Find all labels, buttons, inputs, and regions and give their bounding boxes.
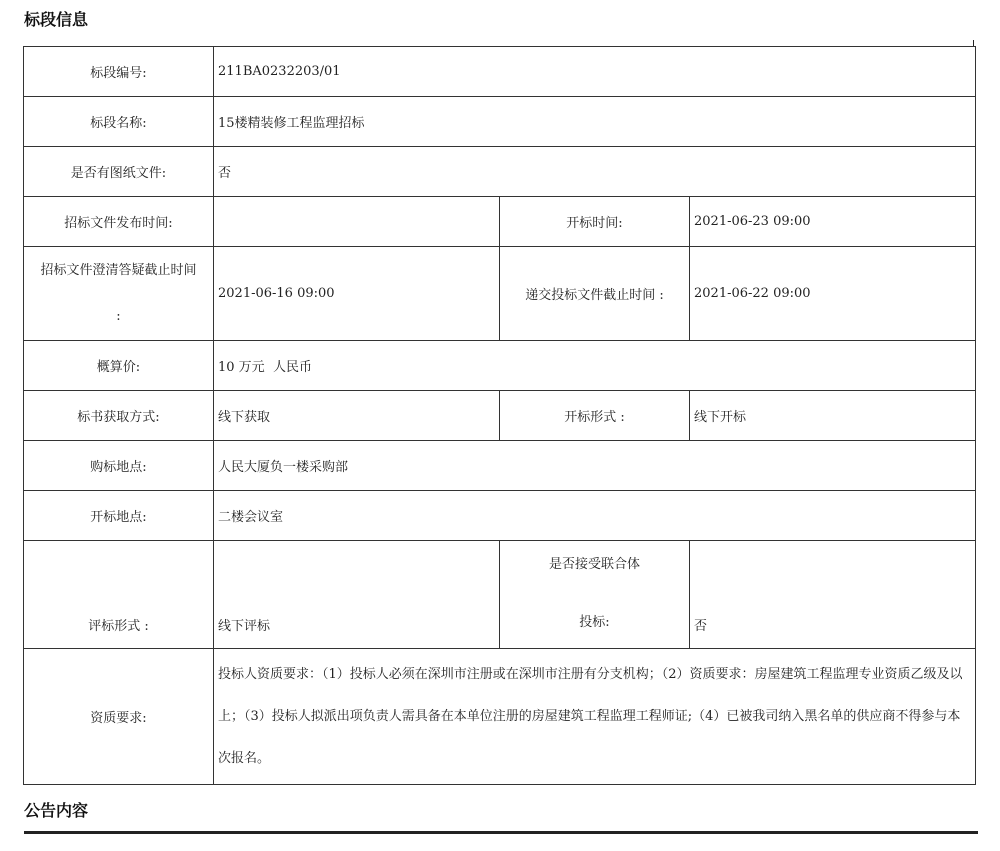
bid-name-label: 标段名称: <box>24 97 214 147</box>
obtain-method-label: 标书获取方式: <box>24 391 214 441</box>
section-title-bid-info: 标段信息 <box>24 10 89 29</box>
purchase-place-label: 购标地点: <box>24 441 214 491</box>
drawings-value: 否 <box>214 147 976 197</box>
open-place-label: 开标地点: <box>24 491 214 541</box>
table-row <box>24 341 976 391</box>
section-title-announcement: 公告内容 <box>24 801 89 820</box>
open-form-value: 线下开标 <box>690 391 976 441</box>
qualification-value: 投标人资质要求：（1）投标人必须在深圳市注册或在深圳市注册有分支机构；（2）资质要求：房屋建筑工程监理专业资质乙级及以上；（3）投标人拟派出项负责人需具备在本单位注册的房屋建筑工程监理工程师证;（4）已被我司纳入黑名单的供应商不得参与本次报名。 <box>214 649 976 785</box>
table-row <box>24 47 976 97</box>
open-time-label: 开标时间: <box>500 197 690 247</box>
table-row <box>24 491 976 541</box>
clarify-deadline-value: 2021-06-16 09:00 <box>214 247 500 341</box>
clarify-deadline-label <box>24 247 214 341</box>
consortium-label <box>500 541 690 649</box>
consortium-value: 否 <box>690 541 976 649</box>
table-row <box>24 649 976 785</box>
estimate-value: 10 万元 人民币 <box>214 341 976 391</box>
obtain-method-value: 线下获取 <box>214 391 500 441</box>
table-row <box>24 541 976 649</box>
table-row <box>24 197 976 247</box>
table-row <box>24 391 976 441</box>
qualification-label: 资质要求: <box>24 649 214 785</box>
eval-form-label: 评标形式 : <box>24 541 214 649</box>
estimate-label: 概算价: <box>24 341 214 391</box>
bid-no-value: 211BA0232203/01 <box>214 47 976 97</box>
table-row <box>24 97 976 147</box>
clarify-deadline-label-line2: : <box>116 309 121 324</box>
table-row <box>24 147 976 197</box>
bid-info-table <box>23 46 976 785</box>
drawings-label: 是否有图纸文件: <box>24 147 214 197</box>
bid-no-label: 标段编号: <box>24 47 214 97</box>
clarify-deadline-label-line1: 招标文件澄清答疑截止时间 <box>40 263 197 278</box>
consortium-label-line2: 投标: <box>579 615 610 630</box>
eval-form-value: 线下评标 <box>214 541 500 649</box>
publish-time-label: 招标文件发布时间: <box>24 197 214 247</box>
divider <box>24 831 978 834</box>
consortium-label-line1: 是否接受联合体 <box>548 557 640 572</box>
purchase-place-value: 人民大厦负一楼采购部 <box>214 441 976 491</box>
publish-time-value <box>214 197 500 247</box>
submit-deadline-value: 2021-06-22 09:00 <box>690 247 976 341</box>
open-time-value: 2021-06-23 09:00 <box>690 197 976 247</box>
table-row <box>24 247 976 341</box>
open-form-label: 开标形式 : <box>500 391 690 441</box>
submit-deadline-label: 递交投标文件截止时间 : <box>500 247 690 341</box>
table-row <box>24 441 976 491</box>
bid-name-value: 15楼精装修工程监理招标 <box>214 97 976 147</box>
open-place-value: 二楼会议室 <box>214 491 976 541</box>
